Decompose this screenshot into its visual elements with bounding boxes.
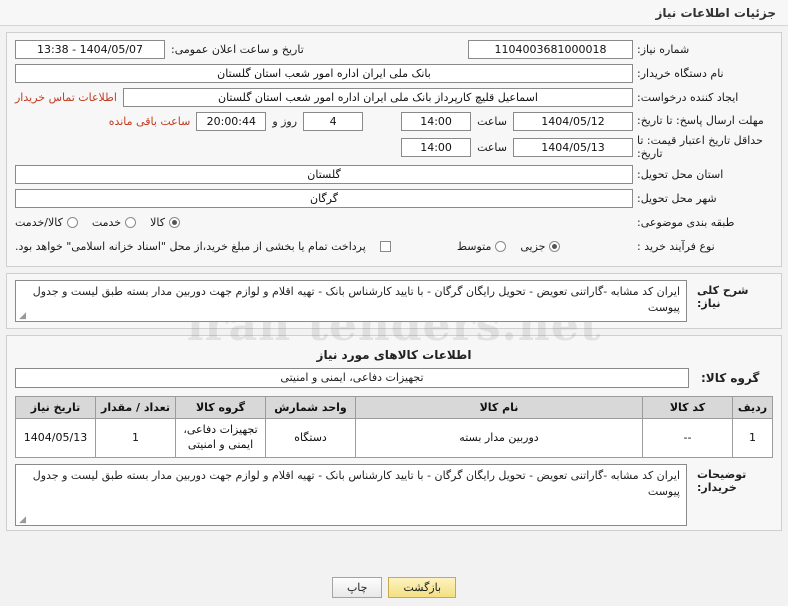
price-validity-date: 1404/05/13 xyxy=(513,138,633,157)
cell-unit: دستگاه xyxy=(266,419,356,458)
deadline-time: 14:00 xyxy=(401,112,471,131)
goods-section-title: اطلاعات کالاهای مورد نیاز xyxy=(316,348,472,363)
category-option-goods[interactable] xyxy=(150,216,180,229)
back-button[interactable]: بازگشت xyxy=(388,577,456,598)
category-option-goods-service[interactable] xyxy=(15,216,78,229)
goods-info-panel xyxy=(6,335,782,531)
row-need-number xyxy=(15,39,773,59)
price-validity-label: حداقل تاریخ اعتبار قیمت: تا تاریخ: xyxy=(637,134,763,160)
goods-group-label: گروه کالا: xyxy=(701,371,760,386)
organization-label: نام دستگاه خریدار: xyxy=(637,66,724,80)
treasury-bonds-checkbox[interactable] xyxy=(380,241,391,252)
radio-icon[interactable] xyxy=(495,241,506,252)
province-value: گلستان xyxy=(15,165,633,184)
goods-table xyxy=(15,396,773,458)
row-creator xyxy=(15,87,773,107)
organization-value: بانک ملی ایران اداره امور شعب استان گلستان xyxy=(15,64,633,83)
th-row: ردیف xyxy=(733,397,773,419)
public-announce-value: 1404/05/07 - 13:38 xyxy=(15,40,165,59)
row-response-deadline xyxy=(15,111,773,131)
category-label: طبقه بندی موضوعی: xyxy=(637,215,735,229)
process-option-minor[interactable] xyxy=(520,240,560,253)
radio-icon[interactable] xyxy=(125,217,136,228)
deadline-hour-label: ساعت xyxy=(477,114,507,128)
buyer-contact-link[interactable]: اطلاعات تماس خریدار xyxy=(15,90,117,104)
price-validity-time: 14:00 xyxy=(401,138,471,157)
city-label: شهر محل تحویل: xyxy=(637,191,717,205)
buyer-notes-value: ایران کد مشابه -گاراتنی تعویض - تحویل رایگان گرگان - با تایید کارشناس بانک - تهیه اقلام و لوازم جهت دوربین مدار بسته طبق لیست و جدول پیوست xyxy=(32,468,680,498)
province-label: استان محل تحویل: xyxy=(637,167,724,181)
creator-value: اسماعیل قلیچ کارپرداز بانک ملی ایران اداره امور شعب استان گلستان xyxy=(123,88,633,107)
table-header-row xyxy=(16,397,773,419)
goods-group-row xyxy=(15,368,773,388)
resize-handle-icon[interactable]: ◢ xyxy=(19,311,26,322)
price-validity-hour-label: ساعت xyxy=(477,141,507,155)
cell-row: 1 xyxy=(733,419,773,458)
process-option-medium[interactable] xyxy=(457,240,507,253)
category-option-label: کالا xyxy=(150,215,165,229)
buyer-notes-label: توضیحات خریدار: xyxy=(697,467,747,494)
th-qty: تعداد / مقدار xyxy=(96,397,176,419)
buyer-notes-row xyxy=(15,464,773,526)
cell-name: دوربین مدار بسته xyxy=(356,419,643,458)
cell-date: 1404/05/13 xyxy=(16,419,96,458)
need-description-row xyxy=(15,280,773,322)
cell-qty: 1 xyxy=(96,419,176,458)
row-category xyxy=(15,212,773,232)
need-description-textarea[interactable] xyxy=(15,280,687,322)
th-code: کد کالا xyxy=(643,397,733,419)
city-value: گرگان xyxy=(15,189,633,208)
buyer-notes-textarea[interactable] xyxy=(15,464,687,526)
radio-icon[interactable] xyxy=(67,217,78,228)
creator-label: ایجاد کننده درخواست: xyxy=(637,90,739,104)
need-number-value: 1104003681000018 xyxy=(468,40,633,59)
cell-group: تجهیزات دفاعی، ایمنی و امنیتی xyxy=(176,419,266,458)
footer-actions xyxy=(0,577,788,598)
process-option-label: جزیی xyxy=(520,239,546,253)
page-title: جزئیات اطلاعات نیاز xyxy=(655,5,776,20)
row-organization xyxy=(15,63,773,83)
process-option-label: متوسط xyxy=(456,239,492,253)
radio-icon[interactable] xyxy=(549,241,560,252)
th-unit: واحد شمارش xyxy=(266,397,356,419)
cell-code: -- xyxy=(643,419,733,458)
window-header xyxy=(0,0,788,26)
row-province xyxy=(15,164,773,184)
resize-handle-icon[interactable]: ◢ xyxy=(19,514,26,525)
need-description-panel xyxy=(6,273,782,329)
row-process-type xyxy=(15,236,773,256)
need-details-panel xyxy=(6,32,782,267)
category-option-label: کالا/خدمت xyxy=(15,215,63,229)
table-row xyxy=(16,419,773,458)
need-description-label: شرح کلی نیاز: xyxy=(697,284,749,311)
public-announce-label: تاریخ و ساعت اعلان عمومی: xyxy=(171,42,304,56)
remaining-time-value: 20:00:44 xyxy=(196,112,266,131)
category-option-label: خدمت xyxy=(91,215,122,229)
th-group: گروه کالا xyxy=(176,397,266,419)
goods-group-value: تجهیزات دفاعی، ایمنی و امنیتی xyxy=(15,368,689,388)
row-price-validity xyxy=(15,135,773,160)
need-description-value: ایران کد مشابه -گاراتنی تعویض - تحویل رایگان گرگان - با تایید کارشناس بانک - تهیه اقلام و لوازم جهت دوربین مدار بسته طبق لیست و جدول پیوست xyxy=(32,285,680,315)
category-option-service[interactable] xyxy=(92,216,136,229)
th-name: نام کالا xyxy=(356,397,643,419)
deadline-label: مهلت ارسال پاسخ: تا تاریخ: xyxy=(637,113,764,127)
print-button[interactable]: چاپ xyxy=(332,577,383,598)
remaining-days-label: روز و xyxy=(272,114,298,128)
radio-icon[interactable] xyxy=(169,217,180,228)
deadline-date: 1404/05/12 xyxy=(513,112,633,131)
remaining-time-label: ساعت باقی مانده xyxy=(108,114,191,128)
payment-note: پرداخت تمام یا بخشی از مبلغ خرید،از محل "اسناد خزانه اسلامی" خواهد بود. xyxy=(15,239,366,253)
process-type-label: نوع فرآیند خرید : xyxy=(637,239,715,253)
th-date: تاریخ نیاز xyxy=(16,397,96,419)
need-number-label: شماره نیاز: xyxy=(637,42,690,56)
remaining-days-value: 4 xyxy=(303,112,363,131)
row-city xyxy=(15,188,773,208)
